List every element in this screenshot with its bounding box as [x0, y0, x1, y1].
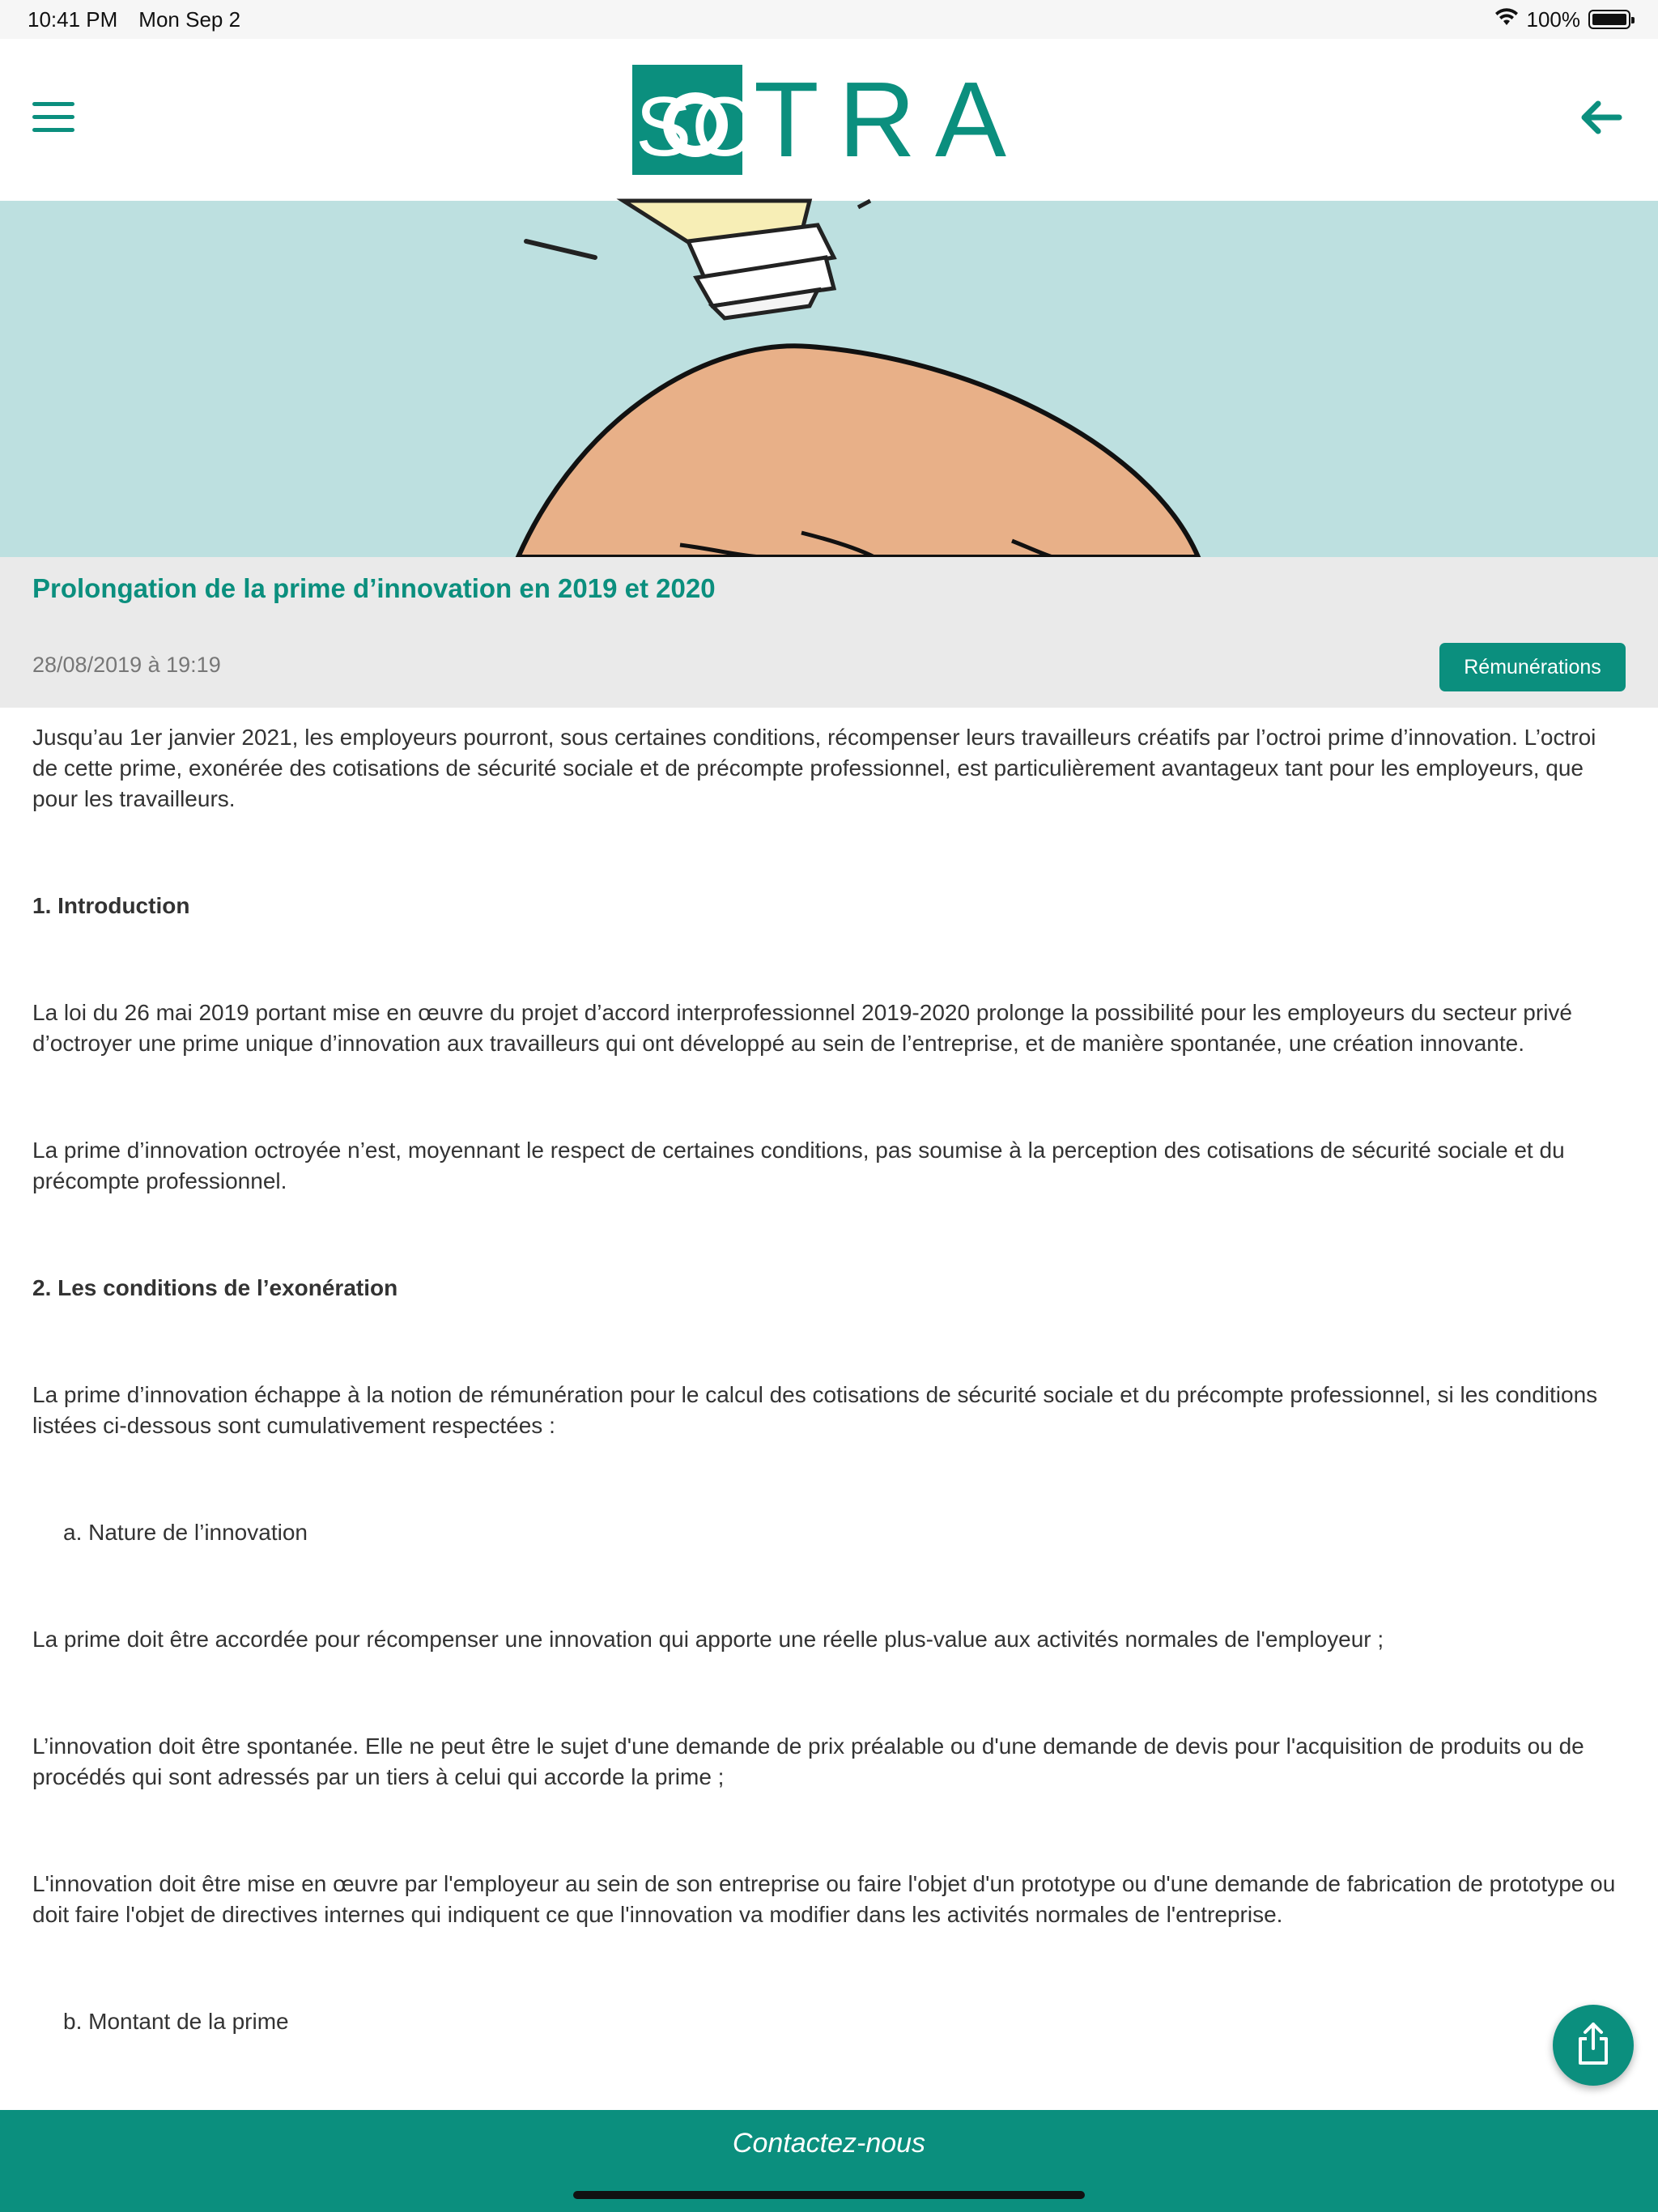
paragraph: La prime d’innovation octroyée n’est, moyennant le respect de certaines conditions, pas soumise à la perception des cotisations de sécurité sociale et du précompte professionnel. — [32, 1138, 1565, 1193]
logo-prefix: SO — [636, 80, 758, 174]
status-bar — [0, 0, 1658, 39]
share-icon — [1574, 2021, 1613, 2070]
category-badge[interactable]: Rémunérations — [1439, 643, 1626, 691]
contact-bar — [0, 2110, 1658, 2212]
subheading-montant: b. Montant de la prime — [63, 2009, 289, 2034]
home-indicator — [573, 2191, 1085, 2199]
arrow-left-icon[interactable] — [1572, 89, 1629, 146]
app-header — [0, 39, 1658, 201]
sotra-logo — [632, 60, 1026, 179]
article-header — [0, 557, 1658, 708]
paragraph: La prime doit être accordée pour récompenser une innovation qui apporte une réelle plus-value aux activités normales de l'employeur ; — [32, 1627, 1384, 1652]
section-heading-introduction: 1. Introduction — [32, 893, 190, 918]
logo-mark — [632, 65, 758, 175]
paragraph: La loi du 26 mai 2019 portant mise en œuvre du projet d’accord interprofessionnel 2019-2020 prolonge la possibilité pour les employeurs du secteur privé d’octroyer une prime unique d’innovation aux travailleurs qui ont développé au sein de l’entreprise, et de manière spontanée, une création innovante. — [32, 1000, 1572, 1056]
paragraph: La prime d’innovation échappe à la notion de rémunération pour le calcul des cotisations de sécurité sociale et du précompte professionnel, si les conditions listées ci-dessous sont cumulativement respectées : — [32, 1382, 1598, 1438]
section-heading-conditions: 2. Les conditions de l’exonération — [32, 1275, 398, 1300]
share-button[interactable] — [1553, 2005, 1634, 2086]
status-date: Mon Sep 2 — [138, 6, 241, 32]
article-body — [32, 722, 1627, 2037]
article-intro: Jusqu’au 1er janvier 2021, les employeurs pourront, sous certaines conditions, récompenser leurs travailleurs créatifs par l’octroi prime d’innovation. L’octroi de cette prime, exonérée des cotisations de sécurité sociale et de précompte professionnel, est particulièrement avantageux tant pour les employeurs, que pour les travailleurs. — [32, 725, 1596, 811]
paragraph: L’innovation doit être spontanée. Elle ne peut être le sujet d'une demande de prix préalable ou d'une demande de devis pour l'acquisition de produits ou de procédés qui sont adressés par un tiers à celui qui accorde la prime ; — [32, 1733, 1584, 1789]
battery-percent: 100% — [1526, 6, 1580, 32]
article-title: Prolongation de la prime d’innovation en 2019 et 2020 — [32, 573, 716, 603]
wifi-icon — [1494, 7, 1519, 32]
battery-icon — [1588, 10, 1630, 29]
hero-illustration — [0, 201, 1658, 557]
subheading-nature: a. Nature de l’innovation — [63, 1520, 308, 1545]
hamburger-menu-icon[interactable] — [32, 91, 89, 143]
paragraph: L'innovation doit être mise en œuvre par l'employeur au sein de son entreprise ou faire l'objet d'un prototype ou d'une demande de fabrication de prototype ou doit faire l'objet de directives internes qui indiquent ce que l'innovation va modifier dans les activités normales de l'entreprise. — [32, 1871, 1616, 1927]
logo-text: TRA — [754, 60, 1026, 179]
contact-button[interactable]: Contactez-nous — [732, 2128, 926, 2159]
status-time: 10:41 PM — [28, 6, 118, 32]
article-date: 28/08/2019 à 19:19 — [32, 653, 221, 677]
